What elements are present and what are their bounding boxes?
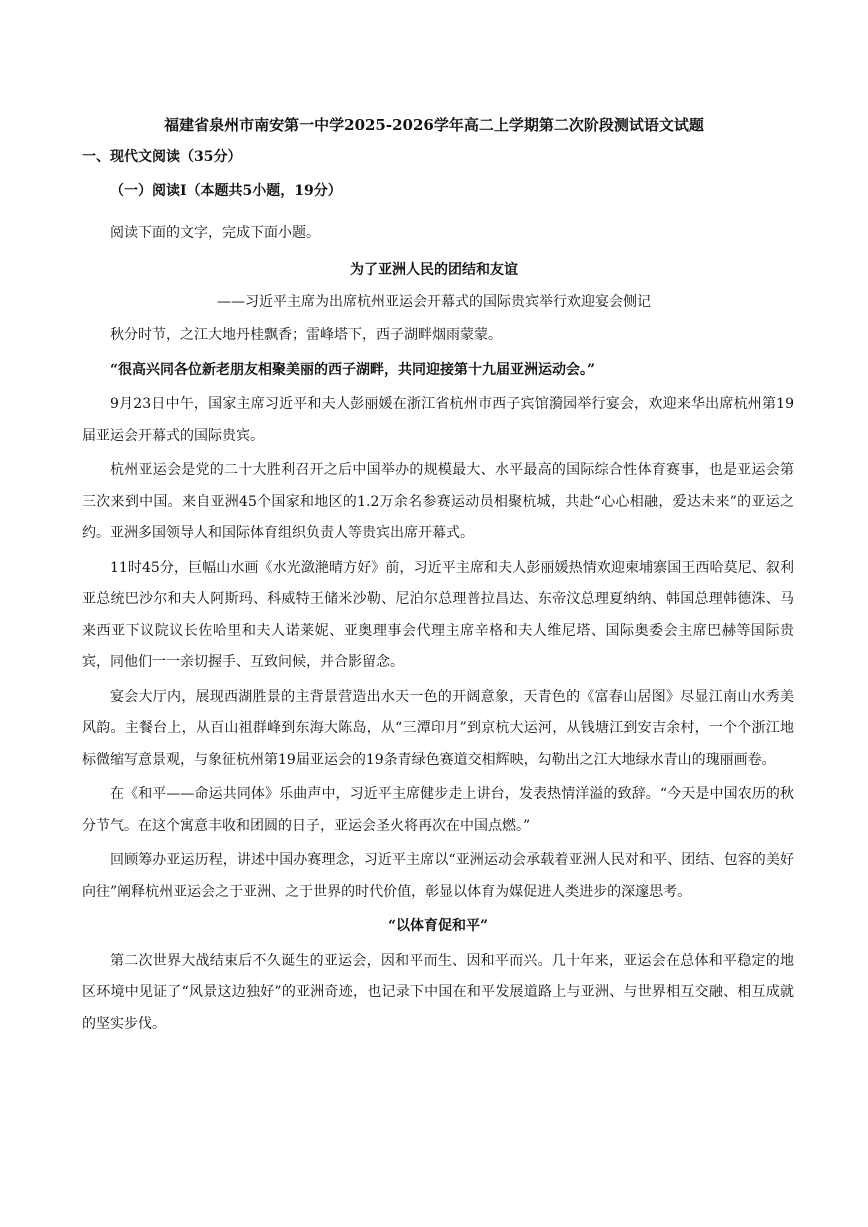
subheading: “以体育促和平” bbox=[387, 918, 489, 934]
paragraph: 9月23日中午，国家主席习近平和夫人彭丽媛在浙江省杭州市西子宾馆漪园举行宴会，欢迎来华出席杭州第19届亚运会开幕式的国际贵宾。 bbox=[82, 396, 794, 444]
article-body bbox=[82, 320, 794, 1043]
quote-paragraph: “很高兴同各位新老朋友相聚美丽的西子湖畔，共同迎接第十九届亚洲运动会。” bbox=[110, 361, 596, 378]
paragraph: 秋分时节，之江大地丹桂飘香；雷峰塔下，西子湖畔烟雨蒙蒙。 bbox=[110, 327, 502, 343]
article-title: 为了亚洲人民的团结和友谊 bbox=[350, 262, 518, 278]
paragraph: 杭州亚运会是党的二十大胜利召开之后中国举办的规模最大、水平最高的国际综合性体育赛事，也是亚运会第三次来到中国。来自亚洲45个国家和地区的1.2万余名参赛运动员相聚杭城，共赴“心心相融，爱达未来”的亚运之约。亚洲多国领导人和国际体育组织负责人等贵宾出席开幕式。 bbox=[82, 462, 794, 541]
reading-instruction: 阅读下面的文字，完成下面小题。 bbox=[110, 225, 320, 241]
paragraph: 11时45分，巨幅山水画《水光潋滟晴方好》前，习近平主席和夫人彭丽媛热情欢迎柬埔寨国王西哈莫尼、叙利亚总统巴沙尔和夫人阿斯玛、科威特王储米沙勒、尼泊尔总理普拉昌达、东帝汶总理夏纳纳、韩国总理韩德洙、马来西亚下议院议长佐哈里和夫人诺莱妮、亚奥理事会代理主席辛格和夫人维尼塔、国际奥委会主席巴赫等国际贵宾，同他们一一亲切握手、互致问候，并合影留念。 bbox=[82, 559, 794, 670]
subsection-heading: （一）阅读Ⅰ（本题共5小题，19分） bbox=[110, 183, 342, 199]
paragraph: 回顾筹办亚运历程，讲述中国办赛理念，习近平主席以“亚洲运动会承载着亚洲人民对和平、团结、包容的美好向往”阐释杭州亚运会之于亚洲、之于世界的时代价值，彰显以体育为媒促进人类进步的深邃思考。 bbox=[82, 852, 794, 900]
section-heading: 一、现代文阅读（35分） bbox=[82, 149, 242, 165]
document-title: 福建省泉州市南安第一中学2025-2026学年高二上学期第二次阶段测试语文试题 bbox=[164, 116, 704, 134]
article-subtitle: ——习近平主席为出席杭州亚运会开幕式的国际贵宾举行欢迎宴会侧记 bbox=[217, 294, 651, 310]
paragraph: 在《和平——命运共同体》乐曲声中，习近平主席健步走上讲台，发表热情洋溢的致辞。“今天是中国农历的秋分节气。在这个寓意丰收和团圆的日子，亚运会圣火将再次在中国点燃。” bbox=[82, 786, 794, 834]
paragraph: 宴会大厅内，展现西湖胜景的主背景营造出水天一色的开阔意象，天青色的《富春山居图》尽显江南山水秀美风韵。主餐台上，从百山祖群峰到东海大陈岛，从“三潭印月”到京杭大运河，从钱塘江到安吉余村，一个个浙江地标微缩写意景观，与象征杭州第19届亚运会的19条青绿色赛道交相辉映，勾勒出之江大地绿水青山的瑰丽画卷。 bbox=[82, 688, 794, 768]
paragraph: 第二次世界大战结束后不久诞生的亚运会，因和平而生、因和平而兴。几十年来，亚运会在总体和平稳定的地区环境中见证了“风景这边独好”的亚洲奇迹，也记录下中国在和平发展道路上与亚洲、与世界相互交融、相互成就的坚实步伐。 bbox=[82, 952, 794, 1032]
